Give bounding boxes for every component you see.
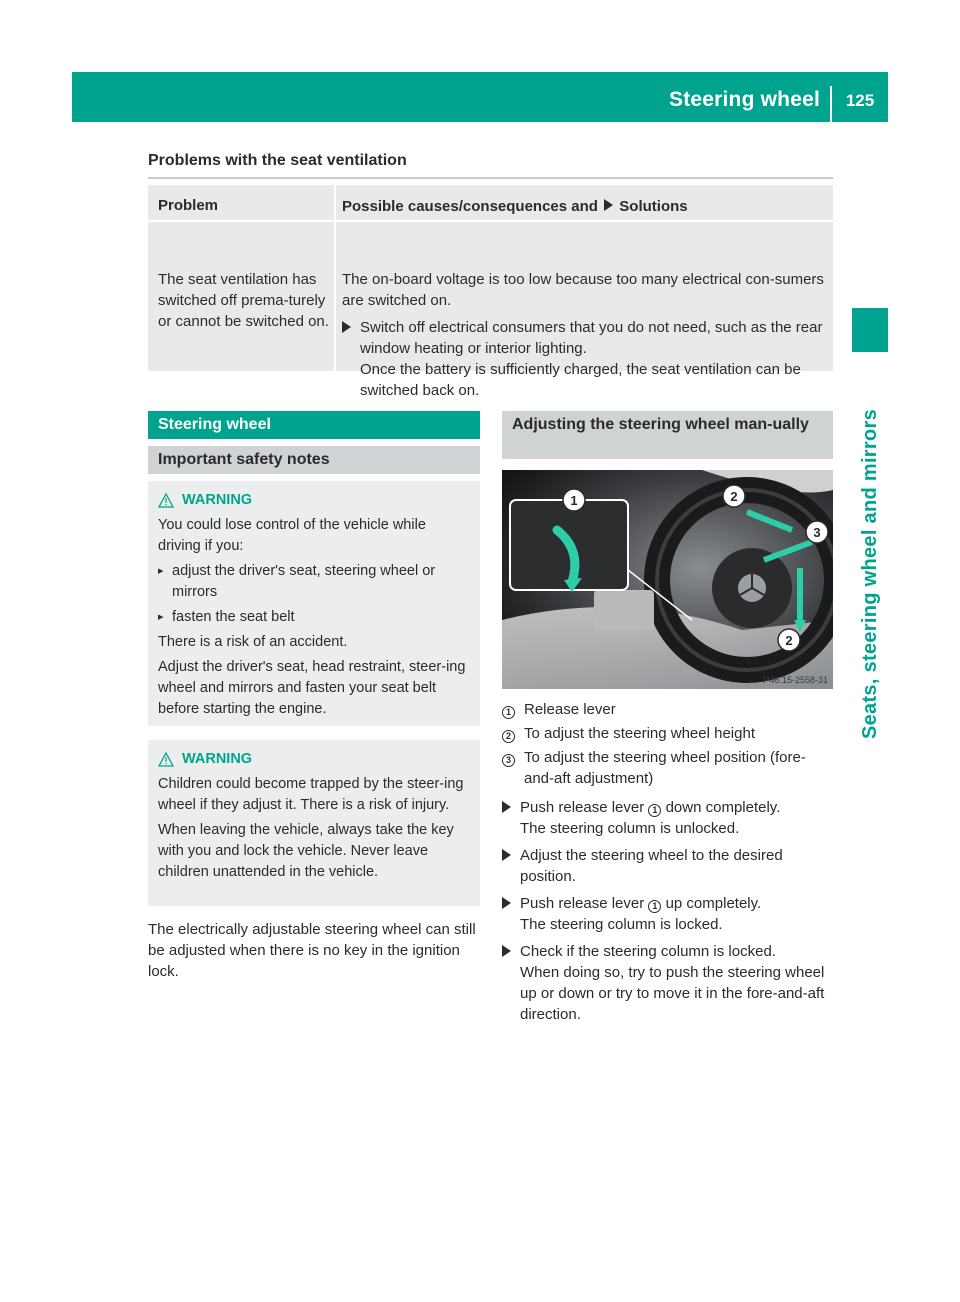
row-solution (334, 222, 833, 399)
legend-item (502, 723, 833, 744)
warning-title (158, 490, 472, 511)
legend (502, 699, 833, 792)
warning-advice: Adjust the driver's seat, head restraint, steer-ing wheel and mirrors and fasten your seat belt before starting the engine. (158, 659, 466, 717)
callout-number: 2 (502, 730, 515, 743)
step-text: Adjust the steering wheel to the desired position. (520, 847, 783, 885)
step-text: up completely. (665, 895, 762, 912)
title-rule (148, 177, 833, 179)
problems-table (148, 185, 833, 399)
row-step-text: Switch off electrical consumers that you do not need, such as the rear window heating or interior lighting. (360, 319, 823, 357)
subsection-heading: Important safety notes (148, 446, 480, 474)
table-header (148, 185, 833, 222)
play-arrow-icon (604, 199, 613, 211)
body-paragraph: The electrically adjustable steering wheel can still be adjusted when there is no key in the ignition lock. (148, 921, 476, 980)
table-row (148, 222, 833, 399)
warning-intro: You could lose control of the vehicle while driving if you: (158, 517, 426, 554)
warning-label: WARNING (182, 492, 253, 508)
col-problem: Problem (158, 197, 219, 214)
legend-text: Release lever (524, 701, 616, 718)
legend-item (502, 699, 833, 720)
play-arrow-icon (502, 849, 511, 861)
row-step (342, 317, 827, 401)
chapter-tab (852, 308, 888, 352)
instruction-steps (502, 797, 833, 1031)
warning-box-1 (148, 481, 480, 726)
problems-title: Problems with the seat ventilation (148, 152, 407, 169)
legend-item (502, 747, 833, 789)
row-cause: The on-board voltage is too low because too many electrical con-sumers are switched on. (342, 271, 824, 309)
step-item (502, 941, 833, 1025)
warning-box-2 (148, 740, 480, 906)
chapter-label: Seats, steering wheel and mirrors (859, 408, 881, 740)
step-text: Push release lever (520, 799, 645, 816)
warning-triangle-icon (158, 752, 174, 767)
step-text: Push release lever (520, 895, 645, 912)
warning-bullet: ▸ adjust the driver's seat, steering wheel or mirrors (158, 561, 472, 603)
callout-3: 3 (813, 525, 821, 540)
warning-bullet: ▸ fasten the seat belt (158, 607, 472, 628)
warning-label: WARNING (182, 751, 253, 767)
step-item (502, 893, 833, 935)
callout-number: 3 (502, 754, 515, 767)
callout-2-top: 2 (730, 489, 738, 504)
callout-number: 1 (648, 900, 661, 913)
row-problem: The seat ventilation has switched off prema-turely or cannot be switched on. (158, 271, 329, 330)
step-item (502, 845, 833, 887)
header-title: Steering wheel (668, 88, 820, 111)
page-number: 125 (845, 91, 875, 110)
step-text: down completely. (665, 799, 781, 816)
row-step-note: Once the battery is sufficiently charged, the seat ventilation can be switched back on. (360, 361, 801, 399)
warning-risk: There is a risk of an accident. (158, 634, 348, 650)
callout-1: 1 (570, 493, 578, 508)
play-arrow-icon (502, 897, 511, 909)
legend-text: To adjust the steering wheel height (524, 725, 755, 742)
page-header (72, 72, 888, 122)
step-item (502, 797, 833, 839)
play-arrow-icon (502, 801, 511, 813)
callout-number: 1 (648, 804, 661, 817)
warning-text: Children could become trapped by the steer-ing wheel if they adjust it. There is a risk of injury. (158, 776, 464, 813)
steering-wheel-photo (502, 470, 833, 689)
callout-2-bottom: 2 (785, 633, 793, 648)
step-result: The steering column is unlocked. (520, 820, 740, 837)
image-code: P46.15-2558-31 (763, 675, 828, 685)
callout-number: 1 (502, 706, 515, 719)
step-text: Check if the steering column is locked. (520, 943, 776, 960)
legend-text: To adjust the steering wheel position (fore-and-aft adjustment) (524, 749, 806, 787)
step-result: When doing so, try to push the steering wheel up or down or try to move it in the fore-and-aft direction. (520, 964, 825, 1023)
col-solutions-label: Possible causes/consequences and (342, 198, 598, 215)
step-result: The steering column is locked. (520, 916, 723, 933)
warning-title (158, 749, 472, 770)
warning-triangle-icon (158, 493, 174, 508)
col-solutions-label-2: Solutions (619, 198, 688, 215)
adjust-heading: Adjusting the steering wheel man-ually (502, 411, 833, 459)
play-arrow-icon (342, 321, 351, 333)
play-arrow-icon (502, 945, 511, 957)
section-heading: Steering wheel (148, 411, 480, 439)
warning-advice: When leaving the vehicle, always take the key with you and lock the vehicle. Never leave children unattended in the vehicle. (158, 822, 454, 880)
col-solutions (334, 185, 833, 220)
